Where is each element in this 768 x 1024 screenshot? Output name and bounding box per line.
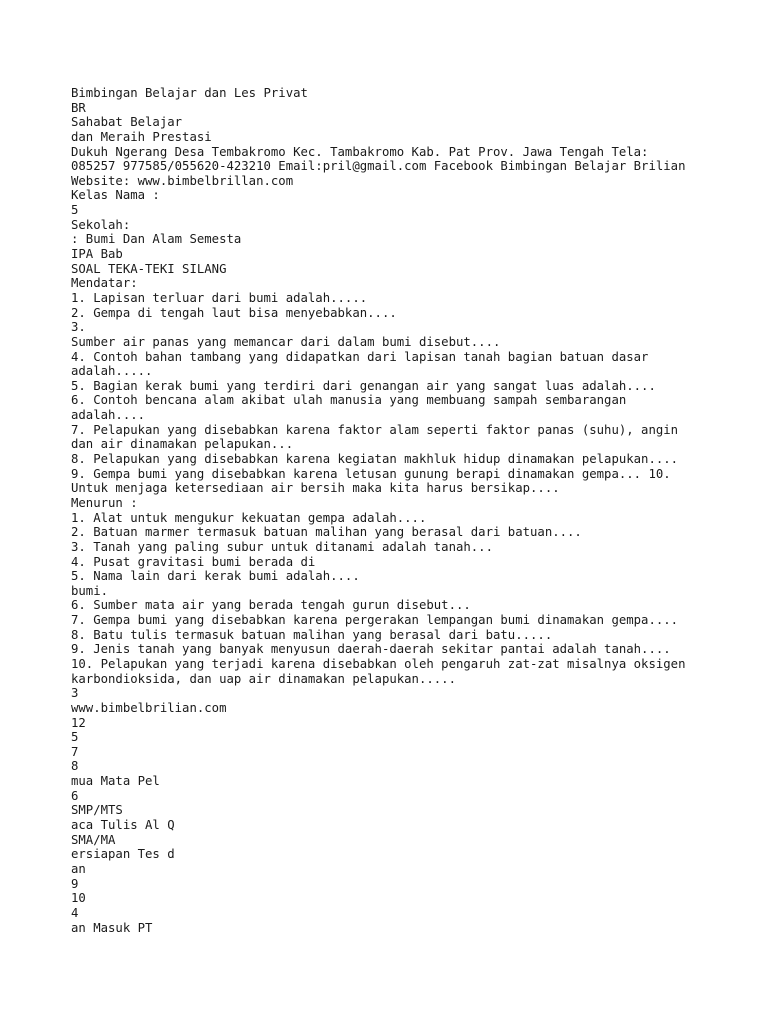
text-line: 3. (71, 320, 86, 335)
text-line: 5. Nama lain dari kerak bumi adalah.... (71, 569, 360, 584)
text-line: 3 (71, 686, 79, 701)
text-line: an Masuk PT (71, 920, 153, 935)
text-line: 9 (71, 876, 79, 891)
text-line: 1. Lapisan terluar dari bumi adalah..... (71, 290, 368, 305)
text-line: an (71, 861, 86, 876)
text-line: 9. Gempa bumi yang disebabkan karena letusan gunung berapi dinamakan gempa... 10. (71, 466, 671, 481)
text-line: 4 (71, 905, 79, 920)
text-line: SOAL TEKA-TEKI SILANG (71, 261, 227, 276)
text-line: Menurun : (71, 495, 138, 510)
text-line: karbondioksida, dan uap air dinamakan pelapukan..... (71, 671, 456, 686)
text-line: Mendatar: (71, 276, 138, 291)
text-line: adalah..... (71, 364, 153, 379)
text-line: 10 (71, 891, 86, 906)
text-line: Sahabat Belajar (71, 115, 183, 130)
text-line: 6. Sumber mata air yang berada tengah gurun disebut... (71, 598, 471, 613)
text-line: BR (71, 100, 86, 115)
text-line: 9. Jenis tanah yang banyak menyusun daerah-daerah sekitar pantai adalah tanah.... (71, 642, 671, 657)
text-line: Sekolah: (71, 217, 131, 232)
text-line: 6. Contoh bencana alam akibat ulah manusia yang membuang sampah sembarangan (71, 393, 627, 408)
text-line: 8 (71, 759, 79, 774)
text-line: 5 (71, 730, 79, 745)
text-line: dan air dinamakan pelapukan... (71, 437, 294, 452)
text-line: Sumber air panas yang memancar dari dalam bumi disebut.... (71, 334, 501, 349)
text-line: dan Meraih Prestasi (71, 129, 212, 144)
text-line: 12 (71, 715, 86, 730)
text-line: adalah.... (71, 408, 146, 423)
text-line: www.bimbelbrilian.com (71, 700, 227, 715)
text-line: 085257 977585/055620-423210 Email:pril@gmail.com Facebook Bimbingan Belajar Brilian (71, 159, 686, 174)
text-line: Website: www.bimbelbrillan.com (71, 173, 294, 188)
text-line: Bimbingan Belajar dan Les Privat (71, 86, 308, 100)
text-line: 3. Tanah yang paling subur untuk ditanami adalah tanah... (71, 539, 493, 554)
text-line: SMP/MTS (71, 803, 123, 818)
text-line: 1. Alat untuk mengukur kekuatan gempa adalah.... (71, 510, 427, 525)
text-line: IPA Bab (71, 247, 123, 262)
text-line: 7. Gempa bumi yang disebabkan karena pergerakan lempangan bumi dinamakan gempa.... (71, 613, 679, 628)
text-line: 2. Batuan marmer termasuk batuan malihan yang berasal dari batuan.... (71, 525, 582, 540)
text-line: Dukuh Ngerang Desa Tembakromo Kec. Tambakromo Kab. Pat Prov. Jawa Tengah Tela: (71, 144, 649, 159)
text-line: 2. Gempa di tengah laut bisa menyebabkan.... (71, 305, 397, 320)
text-line: 10. Pelapukan yang terjadi karena disebabkan oleh pengaruh zat-zat misalnya oksigen (71, 656, 686, 671)
text-line: 6 (71, 788, 79, 803)
text-line: 8. Pelapukan yang disebabkan karena kegiatan makhluk hidup dinamakan pelapukan.... (71, 452, 679, 467)
text-line: 5. Bagian kerak bumi yang terdiri dari genangan air yang sangat luas adalah.... (71, 378, 656, 393)
text-line: aca Tulis Al Q (71, 818, 175, 833)
text-line: Untuk menjaga ketersediaan air bersih maka kita harus bersikap.... (71, 481, 560, 496)
text-line: 4. Pusat gravitasi bumi berada di (71, 554, 316, 569)
document-body (71, 86, 731, 935)
text-line: 7 (71, 744, 79, 759)
text-line: bumi. (71, 583, 109, 598)
text-line: 8. Batu tulis termasuk batuan malihan yang berasal dari batu..... (71, 627, 553, 642)
text-line: Kelas Nama : (71, 188, 160, 203)
text-line: SMA/MA (71, 832, 116, 847)
text-line: 7. Pelapukan yang disebabkan karena faktor alam seperti faktor panas (suhu), angin (71, 422, 679, 437)
text-line: 5 (71, 203, 79, 218)
text-line: mua Mata Pel (71, 774, 160, 789)
text-line: 4. Contoh bahan tambang yang didapatkan dari lapisan tanah bagian batuan dasar (71, 349, 649, 364)
text-line: : Bumi Dan Alam Semesta (71, 232, 242, 247)
text-line: ersiapan Tes d (71, 847, 175, 862)
